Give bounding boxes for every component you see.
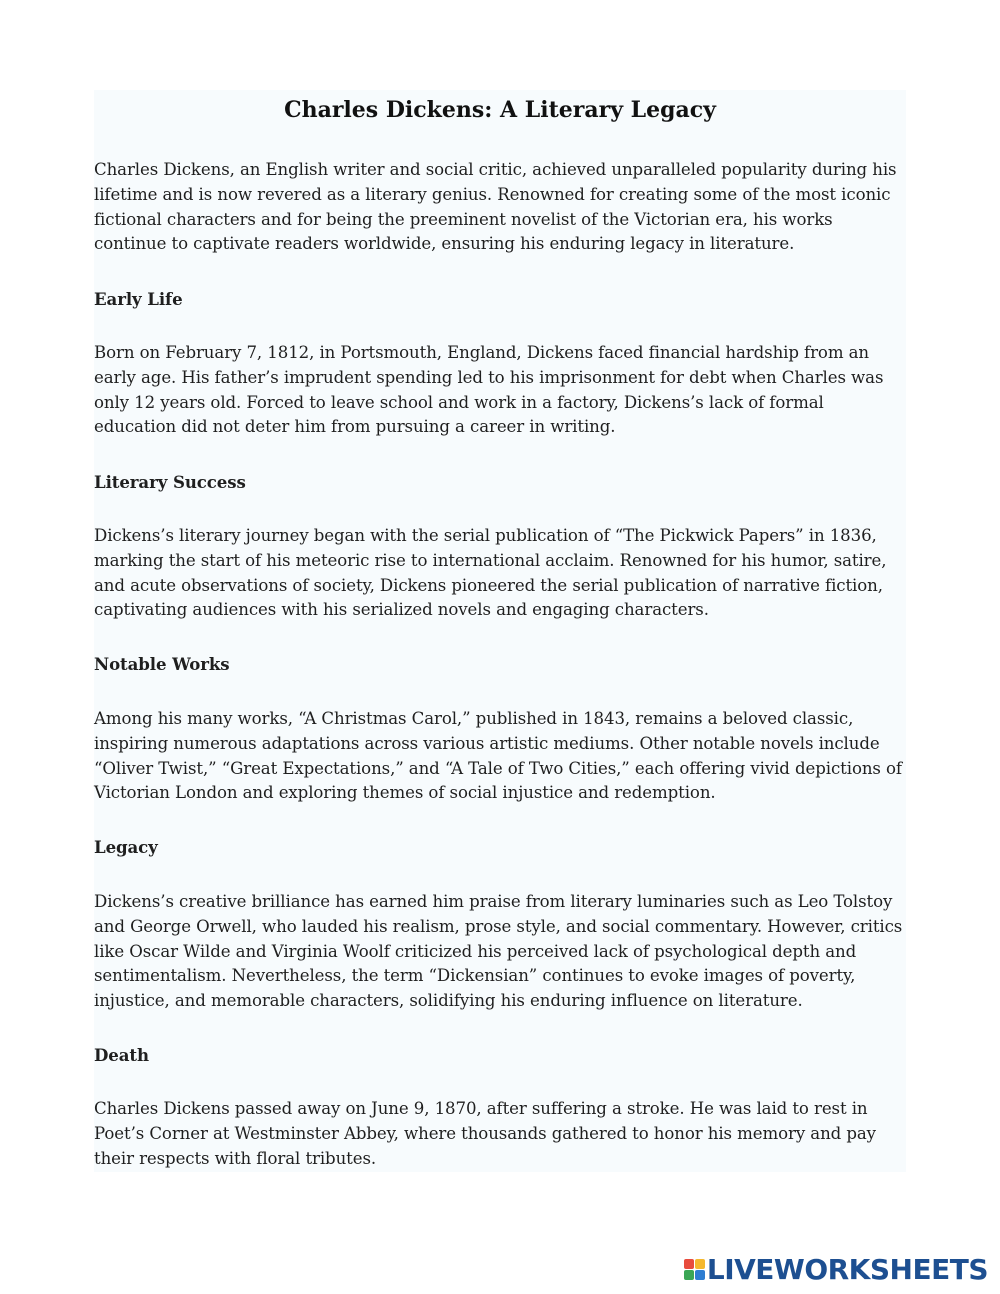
section-body-legacy: Dickens’s creative brilliance has earned him praise from literary luminaries such as Leo Tolstoy and George Orwell, who lauded his realism, prose style, and social commentary. However, critics like Oscar Wilde and Virginia Woolf criticized his perceived lack of psychological depth and sentimentalism. Nevertheless, the term “Dickensian” continues to evoke images of poverty, injustice, and memorable characters, solidifying his enduring influence on literature. <box>94 892 903 1011</box>
section-heading-early-life: Early Life <box>94 289 183 309</box>
document-page <box>94 90 906 1172</box>
section-heading-legacy: Legacy <box>94 837 158 857</box>
section-body-literary-success: Dickens’s literary journey began with the serial publication of “The Pickwick Papers” in 1836, marking the start of his meteoric rise to international acclaim. Renowned for his humor, satire, and acute observations of society, Dickens pioneered the serial publication of narrative fiction, captivating audiences with his serialized novels and engaging characters. <box>94 526 887 620</box>
section-body-death: Charles Dickens passed away on June 9, 1870, after suffering a stroke. He was laid to rest in Poet’s Corner at Westminster Abbey, where thousands gathered to honor his memory and pay their respects with floral tributes. <box>94 1099 876 1168</box>
logo-square-red <box>684 1259 694 1269</box>
intro-paragraph: Charles Dickens, an English writer and social critic, achieved unparalleled popularity during his lifetime and is now revered as a literary genius. Renowned for creating some of the most iconic fictional characters and for being the preeminent novelist of the Victorian era, his works continue to captivate readers worldwide, ensuring his enduring legacy in literature. <box>94 160 897 254</box>
logo-square-yellow <box>695 1259 705 1269</box>
liveworksheets-logo <box>684 1254 988 1284</box>
section-body-early-life: Born on February 7, 1812, in Portsmouth, England, Dickens faced financial hardship from an early age. His father’s imprudent spending led to his imprisonment for debt when Charles was only 12 years old. Forced to leave school and work in a factory, Dickens’s lack of formal education did not deter him from pursuing a career in writing. <box>94 343 884 437</box>
logo-square-green <box>684 1270 694 1280</box>
liveworksheets-logo-icon <box>684 1259 705 1280</box>
page-title: Charles Dickens: A Literary Legacy <box>284 97 716 123</box>
logo-square-blue <box>695 1270 705 1280</box>
logo-text: LIVEWORKSHEETS <box>706 1252 988 1286</box>
section-body-notable-works: Among his many works, “A Christmas Carol,” published in 1843, remains a beloved classic, inspiring numerous adaptations across various artistic mediums. Other notable novels include “Oliver Twist,” “Great Expectations,” and “A Tale of Two Cities,” each offering vivid depictions of Victorian London and exploring themes of social injustice and redemption. <box>94 709 902 803</box>
section-heading-notable-works: Notable Works <box>94 654 230 674</box>
section-heading-literary-success: Literary Success <box>94 472 246 492</box>
section-heading-death: Death <box>94 1045 149 1065</box>
